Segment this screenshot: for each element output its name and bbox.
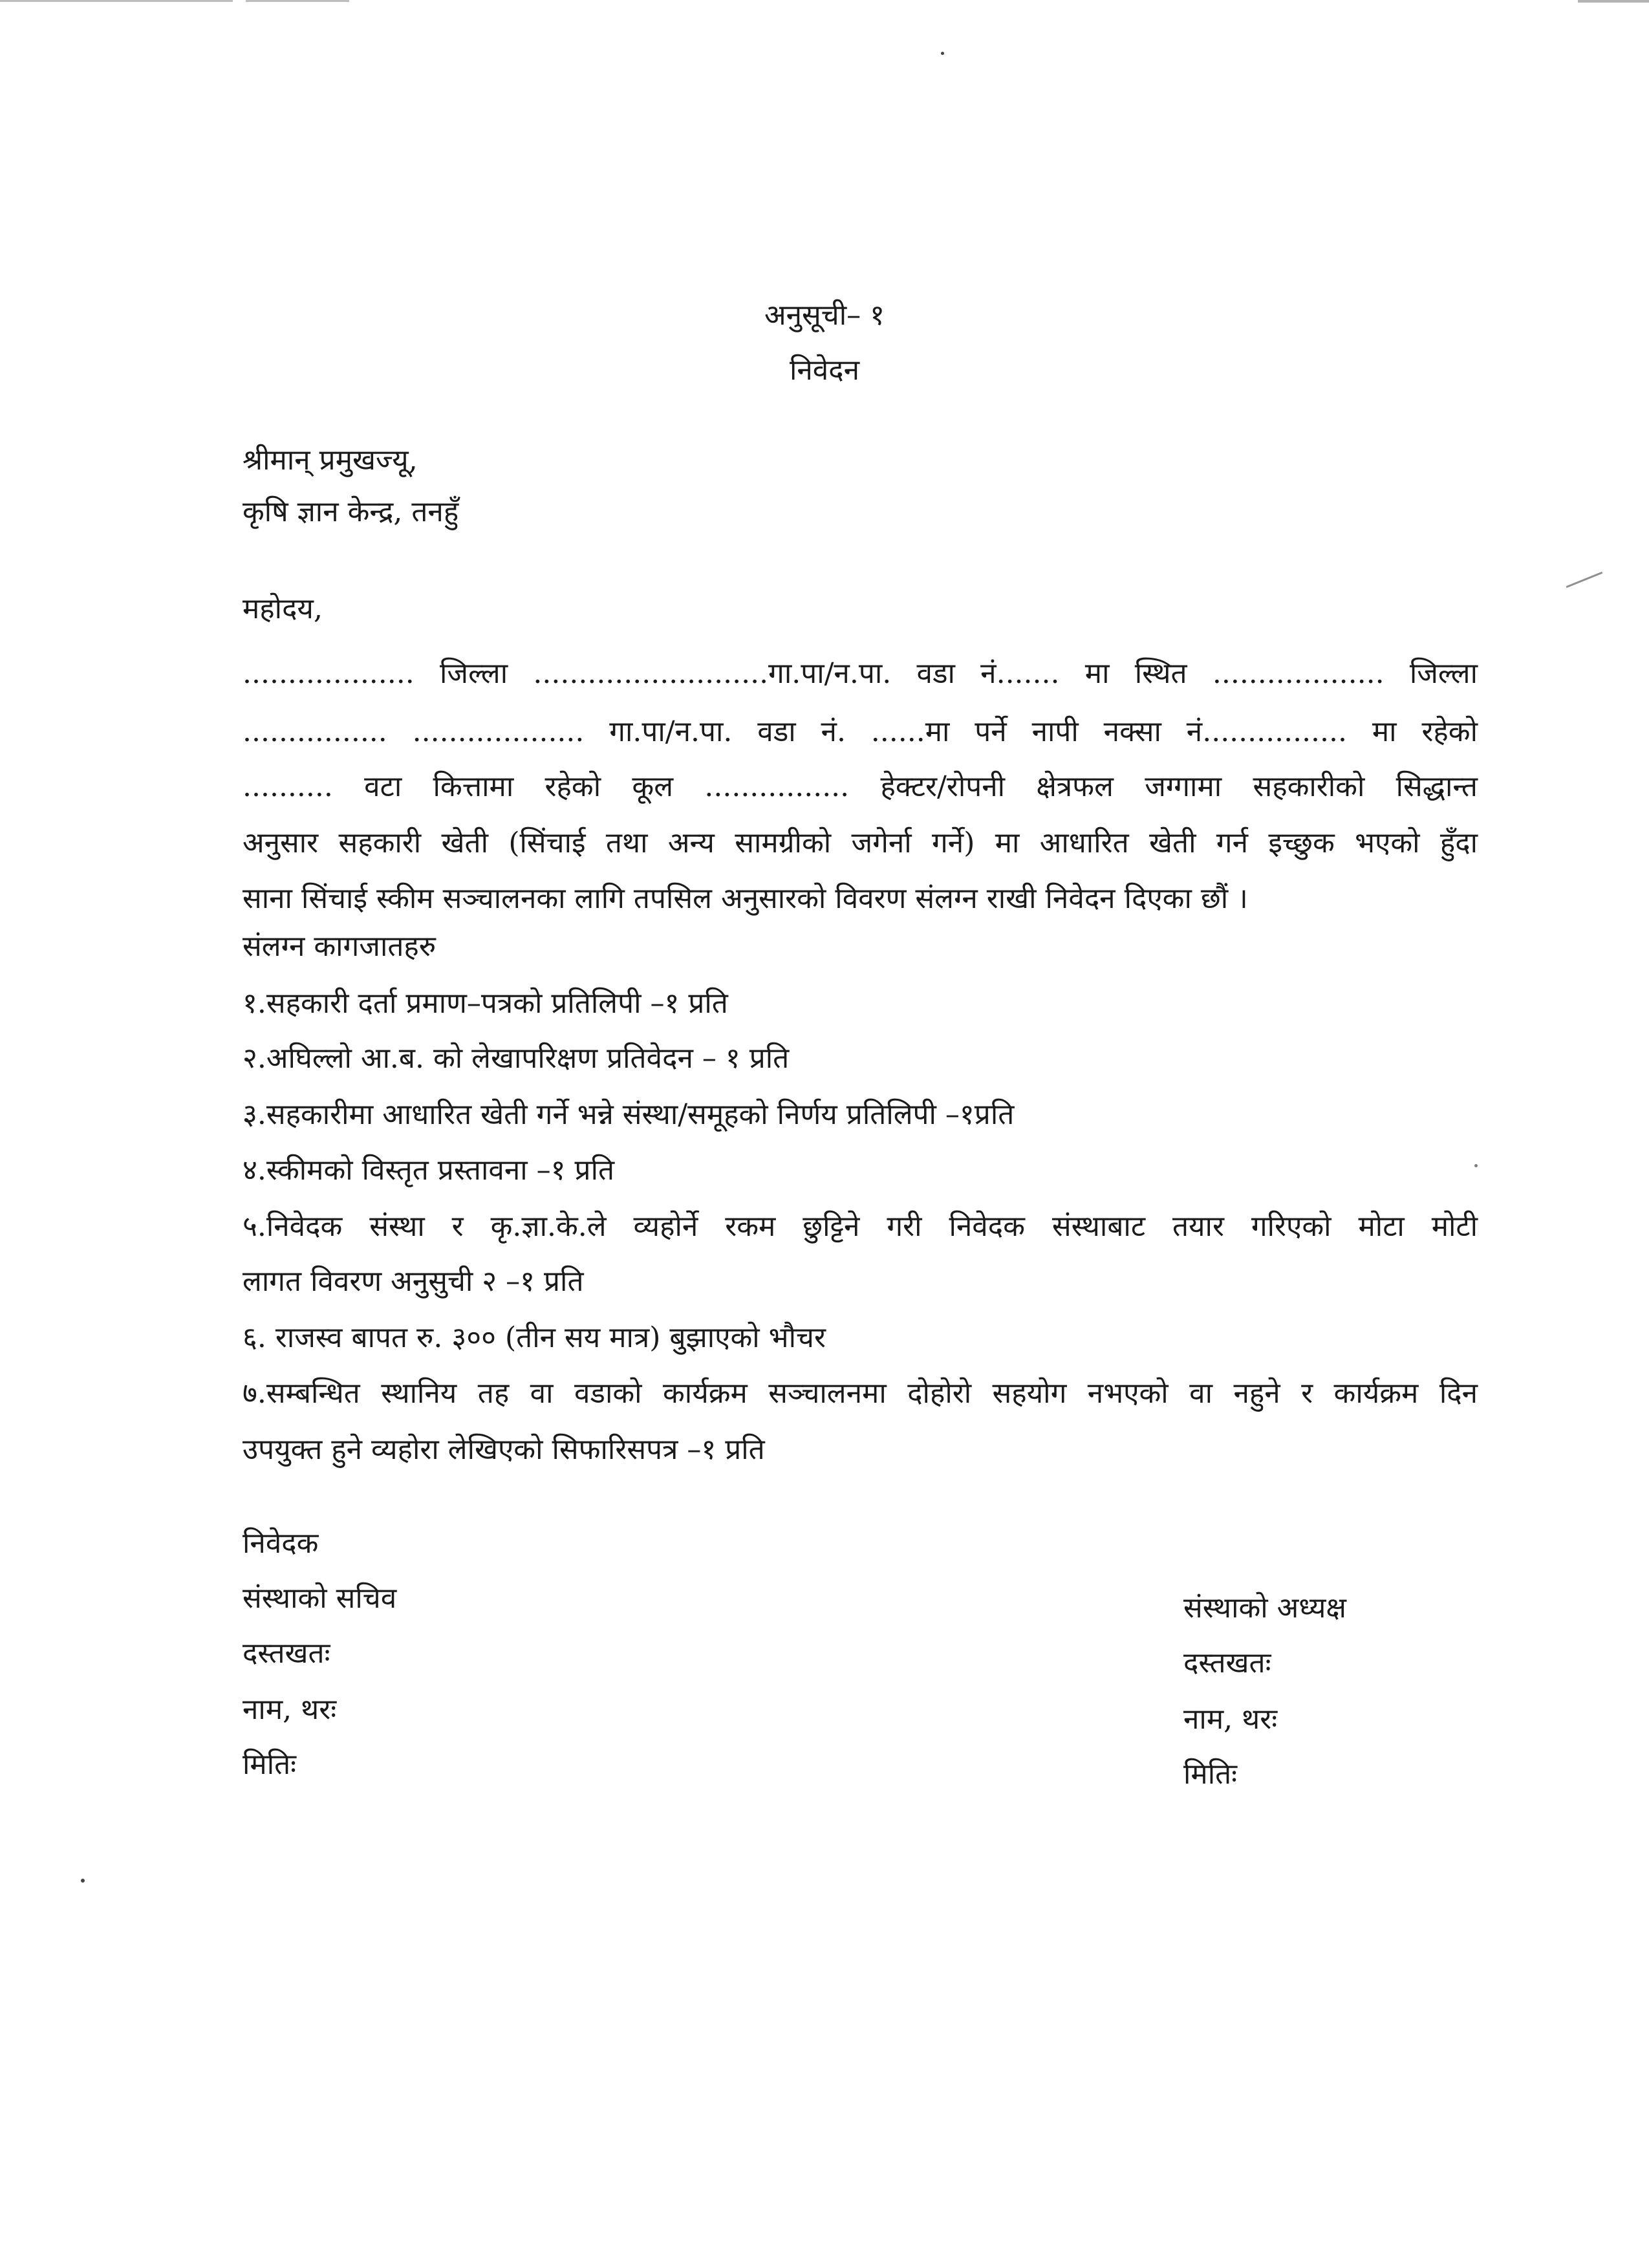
annex-heading: अनुसूची– १ (764, 299, 885, 332)
body-line: अनुसार सहकारी खेती (सिंचाई तथा अन्य सामग्रीको जगेर्ना गर्ने) मा आधारित खेती गर्न इच्छुक भएको हुँदा (242, 826, 1478, 859)
secretary-name-label: नाम, थरः (242, 1693, 337, 1726)
chairperson-signature-label: दस्तखतः (1183, 1647, 1271, 1679)
document-title: निवेदन (789, 354, 860, 387)
secretary-date-label: मितिः (242, 1748, 297, 1781)
attachment-item: २.अघिल्लो आ.ब. को लेखापरिक्षण प्रतिवेदन – १ प्रति (242, 1042, 790, 1075)
addressee-line-1: श्रीमान् प्रमुखज्यू, (242, 444, 418, 477)
scan-artifact (1578, 0, 1649, 3)
chairperson-date-label: मितिः (1183, 1758, 1238, 1791)
attachment-item-continued: उपयुक्त हुने व्यहोरा लेखिएको सिफारिसपत्र –१ प्रति (242, 1433, 765, 1466)
body-line: ................... जिल्ला ..........................गा.पा/न.पा. वडा नं....... मा स्थित ................... जिल्ला (242, 657, 1478, 690)
body-line: ................ ................... गा.पा/न.पा. वडा नं. ......मा पर्ने नापी नक्सा नं................ मा रहेको (242, 715, 1478, 748)
secretary-signature-label: दस्तखतः (242, 1637, 330, 1670)
attachment-item: १.सहकारी दर्ता प्रमाण–पत्रको प्रतिलिपी –१ प्रति (242, 987, 728, 1020)
attachments-heading: संलग्न कागजातहरु (242, 930, 436, 963)
attachment-item-continued: लागत विवरण अनुसुची २ –१ प्रति (242, 1265, 584, 1298)
salutation: महोदय, (242, 592, 323, 625)
body-line: साना सिंचाई स्कीम सञ्चालनका लागि तपसिल अनुसारको विवरण संलग्न राखी निवेदन दिएका छौं । (242, 882, 1248, 915)
scan-artifact (0, 0, 233, 2)
attachment-item: ६. राजस्व बापत रु. ३०० (तीन सय मात्र) बुझाएको भौचर (242, 1321, 826, 1354)
chairperson-role: संस्थाको अध्यक्ष (1183, 1592, 1346, 1625)
scan-speck (1474, 1164, 1478, 1167)
secretary-role: संस्थाको सचिव (242, 1582, 397, 1615)
scan-speck (941, 52, 944, 55)
scan-speck (81, 1879, 85, 1883)
attachment-item: ७.सम्बन्धित स्थानिय तह वा वडाको कार्यक्रम सञ्चालनमा दोहोरो सहयोग नभएको वा नहुने र कार्यक्रम दिन (242, 1377, 1478, 1410)
scan-artifact (1566, 572, 1603, 588)
attachment-item: ३.सहकारीमा आधारित खेती गर्ने भन्ने संस्था/समूहको निर्णय प्रतिलिपी –१प्रति (242, 1098, 1015, 1131)
applicant-label: निवेदक (242, 1527, 319, 1560)
attachment-item: ५.निवेदक संस्था र कृ.ज्ञा.के.ले व्यहोर्ने रकम छुट्टिने गरी निवेदक संस्थाबाट तयार गरिएको मोटा मोटी (242, 1210, 1478, 1243)
addressee-line-2: कृषि ज्ञान केन्द्र, तनहुँ (242, 495, 459, 528)
chairperson-name-label: नाम, थरः (1183, 1703, 1278, 1736)
attachment-item: ४.स्कीमको विस्तृत प्रस्तावना –१ प्रति (242, 1154, 615, 1187)
scan-artifact (246, 0, 349, 2)
body-line: .......... वटा कित्तामा रहेको कूल ................ हेक्टर/रोपनी क्षेत्रफल जग्गामा सहकारीको सिद्धान्त (242, 770, 1478, 803)
